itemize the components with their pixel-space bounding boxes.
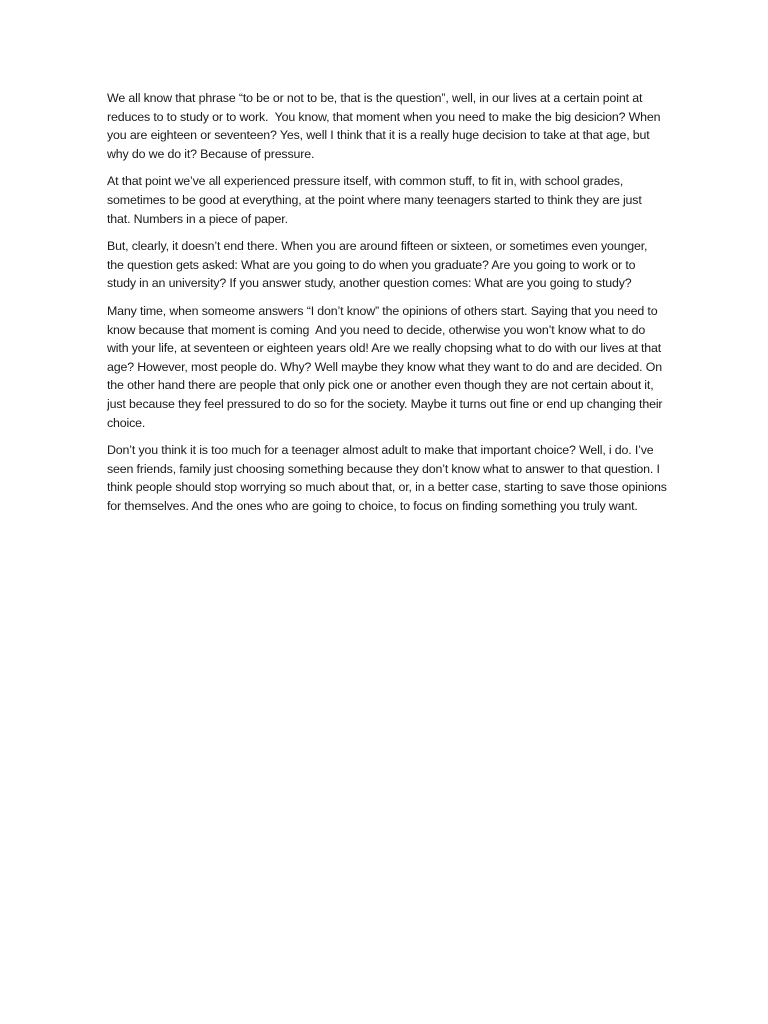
paragraph-1: We all know that phrase “to be or not to be, that is the question”, well, in our lives at a certain point at reduces to to study or to work. You know, that moment when you need to make the big desicion? When you are eighteen or seventeen? Yes, well I think that it is a really huge decision to take at that age, but why do we do it? Because of pressure. [107, 91, 664, 161]
paragraph-4: Many time, when someome answers “I don’t know” the opinions of others start. Saying that you need to know because that moment is coming And you need to decide, otherwise you won’t know what to do with your life, at seventeen or eighteen years old! Are we really chopsing what to do with our lives at that age? However, most people do. Why? Well maybe they know what they want to do and are decided. On the other hand there are people that only pick one or another even though they are not certain about it, just because they feel pressured to do so for the society. Maybe it turns out fine or end up changing their choice. [107, 303, 666, 430]
document-body [107, 89, 671, 524]
paragraph-3: But, clearly, it doesn’t end there. When you are around fifteen or sixteen, or sometimes even younger, the question gets asked: What are you going to do when you graduate? Are you going to work or to study in an university? If you answer study, another question comes: What are you going to study? [107, 239, 651, 291]
paragraph-2: At that point we’ve all experienced pressure itself, with common stuff, to fit in, with school grades, sometimes to be good at everything, at the point where many teenagers started to think they are just that. Numbers in a piece of paper. [107, 174, 645, 226]
paragraph-5: Don’t you think it is too much for a teenager almost adult to make that important choice? Well, i do. I’ve seen friends, family just choosing something because they don’t know what to answer to that question. I think people should stop worrying so much about that, or, in a better case, starting to save those opinions for themselves. And the ones who are going to choice, to focus on finding something you truly want. [107, 443, 671, 513]
